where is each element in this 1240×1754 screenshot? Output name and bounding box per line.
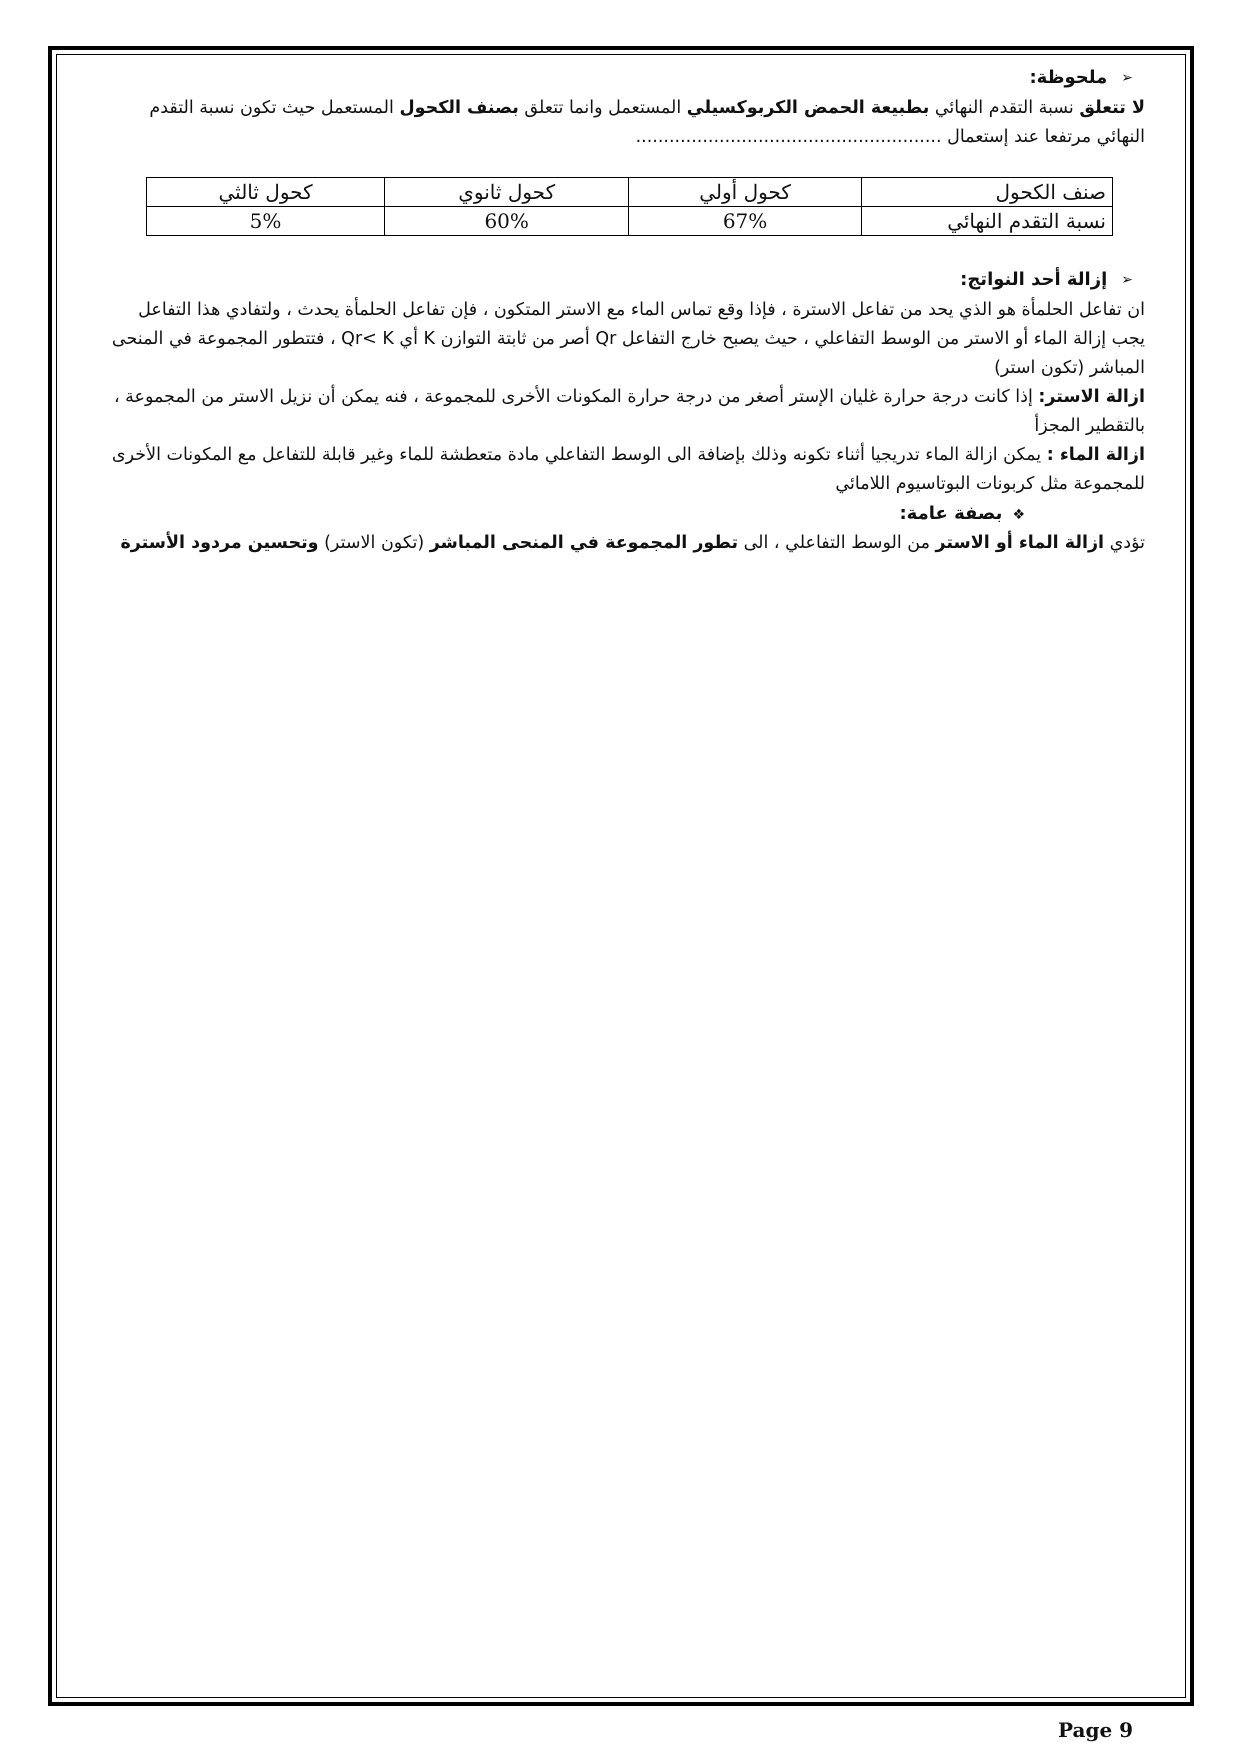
table-cell: 60% <box>385 207 629 236</box>
water-removal-paragraph: ازالة الماء : يمكن ازالة الماء تدريجيا أثناء تكونه وذلك بإضافة الى الوسط التفاعلي مادة متعطشة للماء وغير قابلة للتفاعل مع المكونات الأخرى للمجموعة مثل كربونات البوتاسيوم اللامائي <box>111 445 1145 494</box>
general-paragraph: تؤدي ازالة الماء أو الاستر من الوسط التفاعلي ، الى تطور المجموعة في المنحى المباشر (تكون الاستر) وتحسين مردود الأسترة <box>120 533 1145 553</box>
general-heading: ❖بصفة عامة: <box>899 503 1025 524</box>
table-cell: كحول أولي <box>629 178 862 207</box>
alcohol-class-table <box>146 177 1113 236</box>
table-cell: كحول ثالثي <box>147 178 385 207</box>
table-cell: 67% <box>629 207 862 236</box>
hydrolysis-paragraph: ان تفاعل الحلمأة هو الذي يحد من تفاعل الاسترة ، فإذا وقع تماس الماء مع الاستر المتكون ، فإن تفاعل الحلمأة يحدث ، ولتفادي هذا التفاعل يجب إزالة الماء أو الاستر من الوسط التفاعلي ، حيث يصبح خارج التفاعل Qr أصر من ثابتة التوازن K أي Qr< K ، فتتطور المجموعة في المنحى المباشر (تكون استر) <box>111 300 1145 378</box>
removal-heading: ➢إزالة أحد النواتج: <box>100 264 1133 296</box>
note-paragraph: لا تتعلق نسبة التقدم النهائي بطبيعة الحمض الكربوكسيلي المستعمل وانما تتعلق بصنف الكحول المستعمل حيث تكون نسبة التقدم النهائي مرتفعا عند إستعمال ....................................................... <box>149 98 1145 147</box>
table-row <box>147 178 1113 207</box>
ester-removal-paragraph: ازالة الاستر: إذا كانت درجة حرارة غليان الإستر أصغر من درجة حرارة المكونات الأخرى للمجموعة ، فنه يمكن أن نزيل الاستر من المجموعة ، بالتقطير المجزأ <box>113 387 1145 436</box>
arrow-bullet-icon: ➢ <box>1121 272 1133 288</box>
note-heading: ➢ملحوظة: <box>100 62 1133 94</box>
diamond-bullet-icon: ❖ <box>1012 507 1025 523</box>
table-cell: صنف الكحول <box>861 178 1112 207</box>
table-cell: كحول ثانوي <box>385 178 629 207</box>
page-number: Page 9 <box>1058 1718 1134 1742</box>
page-content <box>100 62 1145 558</box>
table-row <box>147 207 1113 236</box>
arrow-bullet-icon: ➢ <box>1121 70 1133 86</box>
table-cell: نسبة التقدم النهائي <box>861 207 1112 236</box>
table-cell: 5% <box>147 207 385 236</box>
